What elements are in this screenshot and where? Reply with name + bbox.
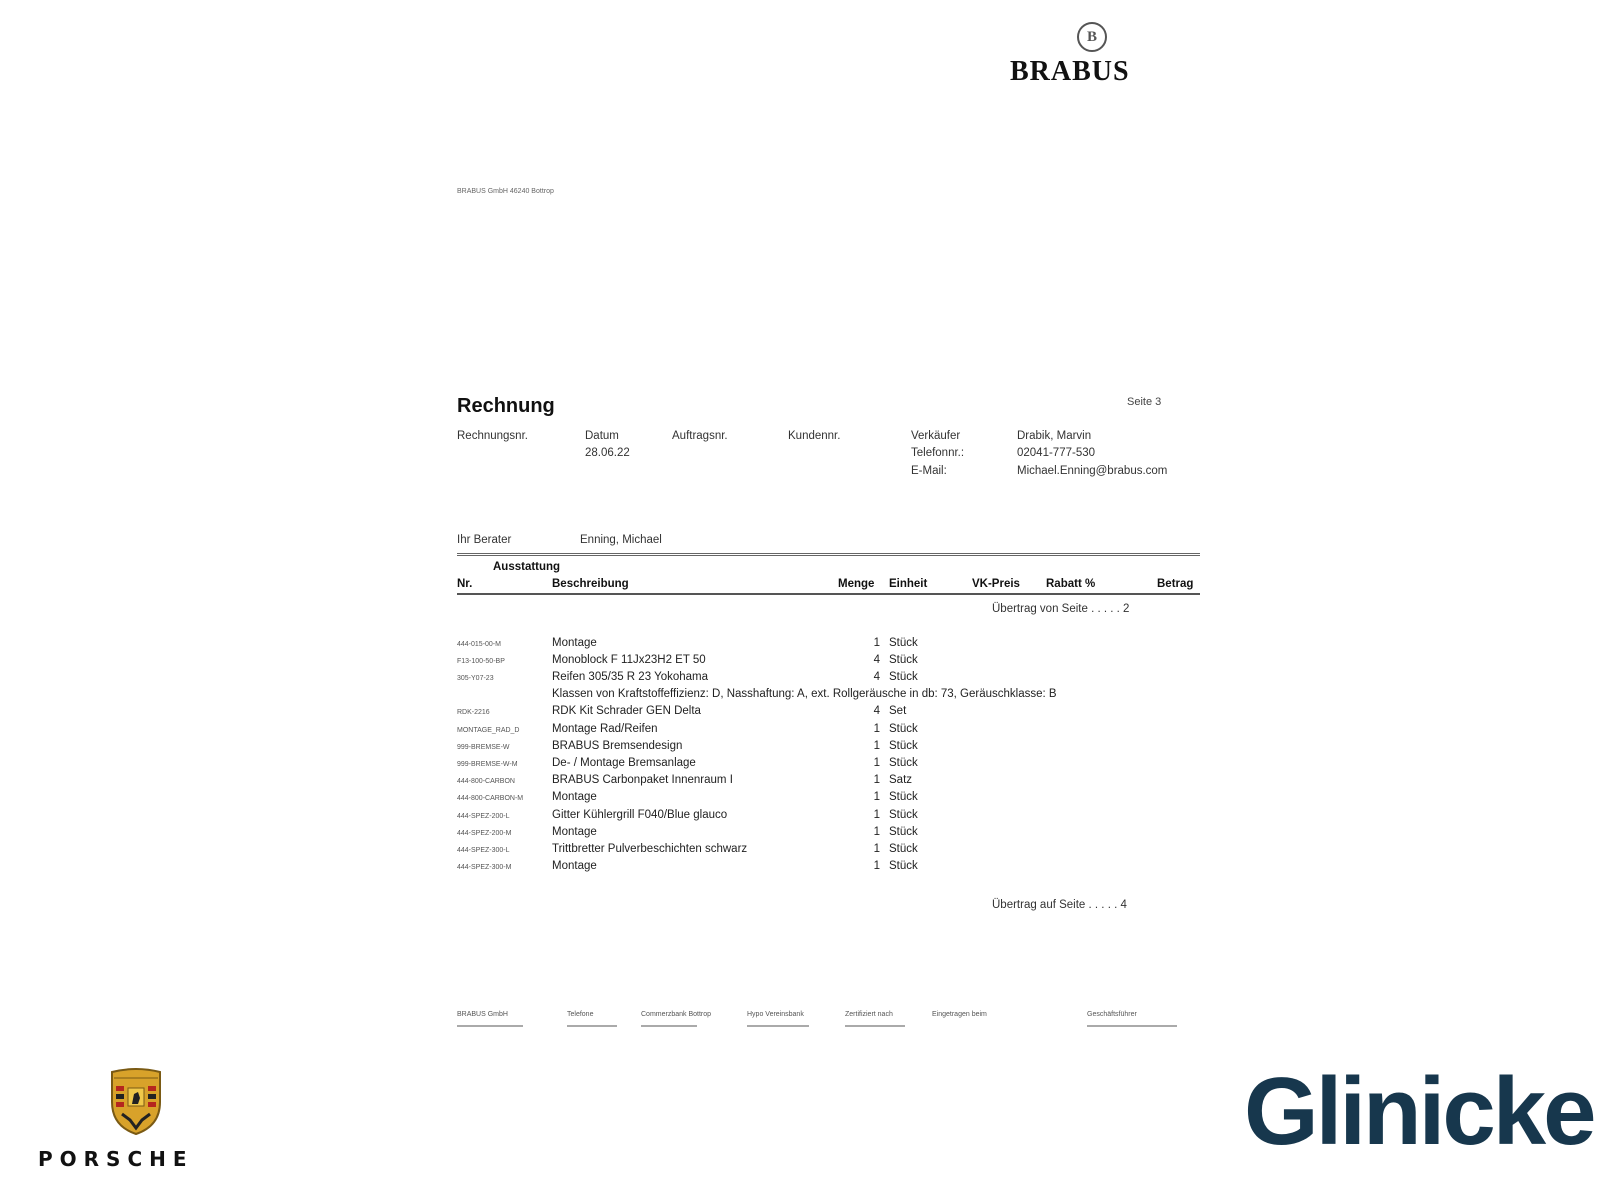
col-price: VK-Preis (972, 578, 1020, 590)
item-quantity: 1 (873, 774, 880, 786)
footer-phone: Telefone (567, 1011, 594, 1018)
footer-bank-1: Commerzbank Bottrop (641, 1011, 712, 1018)
item-number: 305-Y07-23 (457, 675, 494, 682)
col-nr: Nr. (457, 578, 473, 590)
item-unit: Stück (889, 740, 918, 752)
item-number: 444-SPEZ-300-L (457, 847, 510, 854)
item-number: 444-800-CARBON (457, 778, 515, 785)
item-number: 444-SPEZ-300-M (457, 864, 512, 871)
item-quantity: 1 (873, 637, 880, 649)
item-quantity: 4 (873, 671, 880, 683)
item-unit: Stück (889, 826, 918, 838)
item-unit: Stück (889, 654, 918, 666)
page-number: Seite 3 (1127, 396, 1162, 408)
table-row (0, 791, 1600, 808)
header-divider (457, 553, 1200, 556)
footer-company: BRABUS GmbH (457, 1011, 508, 1018)
footer-text-fragment (641, 1025, 697, 1027)
footer-text-fragment (845, 1025, 905, 1027)
seller-value: Drabik, Marvin (1017, 430, 1092, 442)
item-number: 444-800-CARBON-M (457, 795, 524, 802)
date-value: 28.06.22 (585, 447, 630, 459)
item-description: RDK Kit Schrader GEN Delta (552, 705, 701, 717)
porsche-logo: PORSCHE (38, 1147, 194, 1171)
item-unit: Stück (889, 671, 918, 683)
item-number: RDK-2216 (457, 709, 490, 716)
item-number: MONTAGE_RAD_D (457, 727, 520, 734)
col-discount: Rabatt % (1046, 578, 1096, 590)
item-quantity: 1 (873, 826, 880, 838)
item-number: 999-BREMSE-W (457, 744, 510, 751)
phone-value: 02041-777-530 (1017, 447, 1096, 459)
glinicke-logo: Glinicke (1244, 1058, 1594, 1165)
email-value[interactable]: Michael.Enning@brabus.com (1017, 465, 1168, 477)
footer-bank-2: Hypo Vereinsbank (747, 1011, 804, 1018)
item-unit: Set (889, 705, 907, 717)
table-row (0, 723, 1600, 740)
table-header-rule (457, 593, 1200, 595)
item-quantity: 1 (873, 757, 880, 769)
date-label: Datum (585, 430, 619, 442)
item-description: De- / Montage Bremsanlage (552, 757, 696, 769)
footer-register: Eingetragen beim (932, 1011, 987, 1018)
section-heading: Ausstattung (493, 561, 561, 573)
item-number: 444-SPEZ-200-M (457, 830, 512, 837)
table-row (0, 757, 1600, 774)
carry-out: Übertrag auf Seite . . . . . 4 (992, 899, 1127, 911)
email-label: E-Mail: (911, 465, 947, 477)
item-description: Montage (552, 637, 597, 649)
footer-text-fragment (457, 1025, 523, 1027)
col-description: Beschreibung (552, 578, 629, 590)
item-unit: Satz (889, 774, 913, 786)
item-quantity: 1 (873, 860, 880, 872)
col-unit: Einheit (889, 578, 928, 590)
item-description: Montage (552, 826, 597, 838)
document-title: Rechnung (457, 395, 555, 417)
item-quantity: 1 (873, 740, 880, 752)
carry-in: Übertrag von Seite . . . . . 2 (992, 603, 1130, 615)
item-unit: Stück (889, 860, 918, 872)
table-row (0, 843, 1600, 860)
table-row-note (0, 688, 1600, 705)
item-quantity: 1 (873, 791, 880, 803)
brabus-logo: BRABUS (1010, 56, 1130, 87)
brabus-emblem-icon: B (1077, 22, 1107, 52)
footer-text-fragment (1087, 1025, 1177, 1027)
item-number: 444-015-00-M (457, 641, 501, 648)
table-row (0, 774, 1600, 791)
table-row (0, 826, 1600, 843)
table-row (0, 740, 1600, 757)
seller-label: Verkäufer (911, 430, 961, 442)
col-quantity: Menge (838, 578, 875, 590)
table-row (0, 671, 1600, 688)
item-number: 999-BREMSE-W-M (457, 761, 518, 768)
item-description: BRABUS Bremsendesign (552, 740, 683, 752)
item-quantity: 4 (873, 654, 880, 666)
item-description: Trittbretter Pulverbeschichten schwarz (552, 843, 748, 855)
item-description: Monoblock F 11Jx23H2 ET 50 (552, 654, 706, 666)
advisor-label: Ihr Berater (457, 534, 512, 546)
item-quantity: 4 (873, 705, 880, 717)
item-unit: Stück (889, 843, 918, 855)
footer-text-fragment (747, 1025, 809, 1027)
item-quantity: 1 (873, 723, 880, 735)
item-number: 444-SPEZ-200-L (457, 813, 510, 820)
item-unit: Stück (889, 791, 918, 803)
item-unit: Stück (889, 637, 918, 649)
footer-text-fragment (567, 1025, 617, 1027)
item-quantity: 1 (873, 843, 880, 855)
table-row (0, 860, 1600, 877)
item-description: Gitter Kühlergrill F040/Blue glauco (552, 809, 728, 821)
sender-line: BRABUS GmbH 46240 Bottrop (457, 188, 554, 195)
item-description: Montage (552, 791, 597, 803)
table-row (0, 809, 1600, 826)
advisor-value: Enning, Michael (580, 534, 662, 546)
col-amount: Betrag (1157, 578, 1194, 590)
item-unit: Stück (889, 723, 918, 735)
item-description: Reifen 305/35 R 23 Yokohama (552, 671, 709, 683)
item-number: F13-100-50-BP (457, 658, 505, 665)
item-unit: Stück (889, 757, 918, 769)
item-description: BRABUS Carbonpaket Innenraum I (552, 774, 733, 786)
footer-certification: Zertifiziert nach (845, 1011, 893, 1018)
item-description: Montage (552, 860, 597, 872)
invoice-no-label: Rechnungsnr. (457, 430, 528, 442)
customer-label: Kundennr. (788, 430, 841, 442)
item-unit: Stück (889, 809, 918, 821)
porsche-crest-icon (108, 1068, 164, 1136)
footer-management: Geschäftsführer (1087, 1011, 1137, 1018)
order-label: Auftragsnr. (672, 430, 728, 442)
item-note: Klassen von Kraftstoffeffizienz: D, Nasshaftung: A, ext. Rollgeräusche in db: 73, Geräuschklasse: B (552, 688, 1057, 700)
table-row (0, 654, 1600, 671)
item-quantity: 1 (873, 809, 880, 821)
table-row (0, 705, 1600, 722)
item-description: Montage Rad/Reifen (552, 723, 658, 735)
table-row (0, 637, 1600, 654)
phone-label: Telefonnr.: (911, 447, 965, 459)
